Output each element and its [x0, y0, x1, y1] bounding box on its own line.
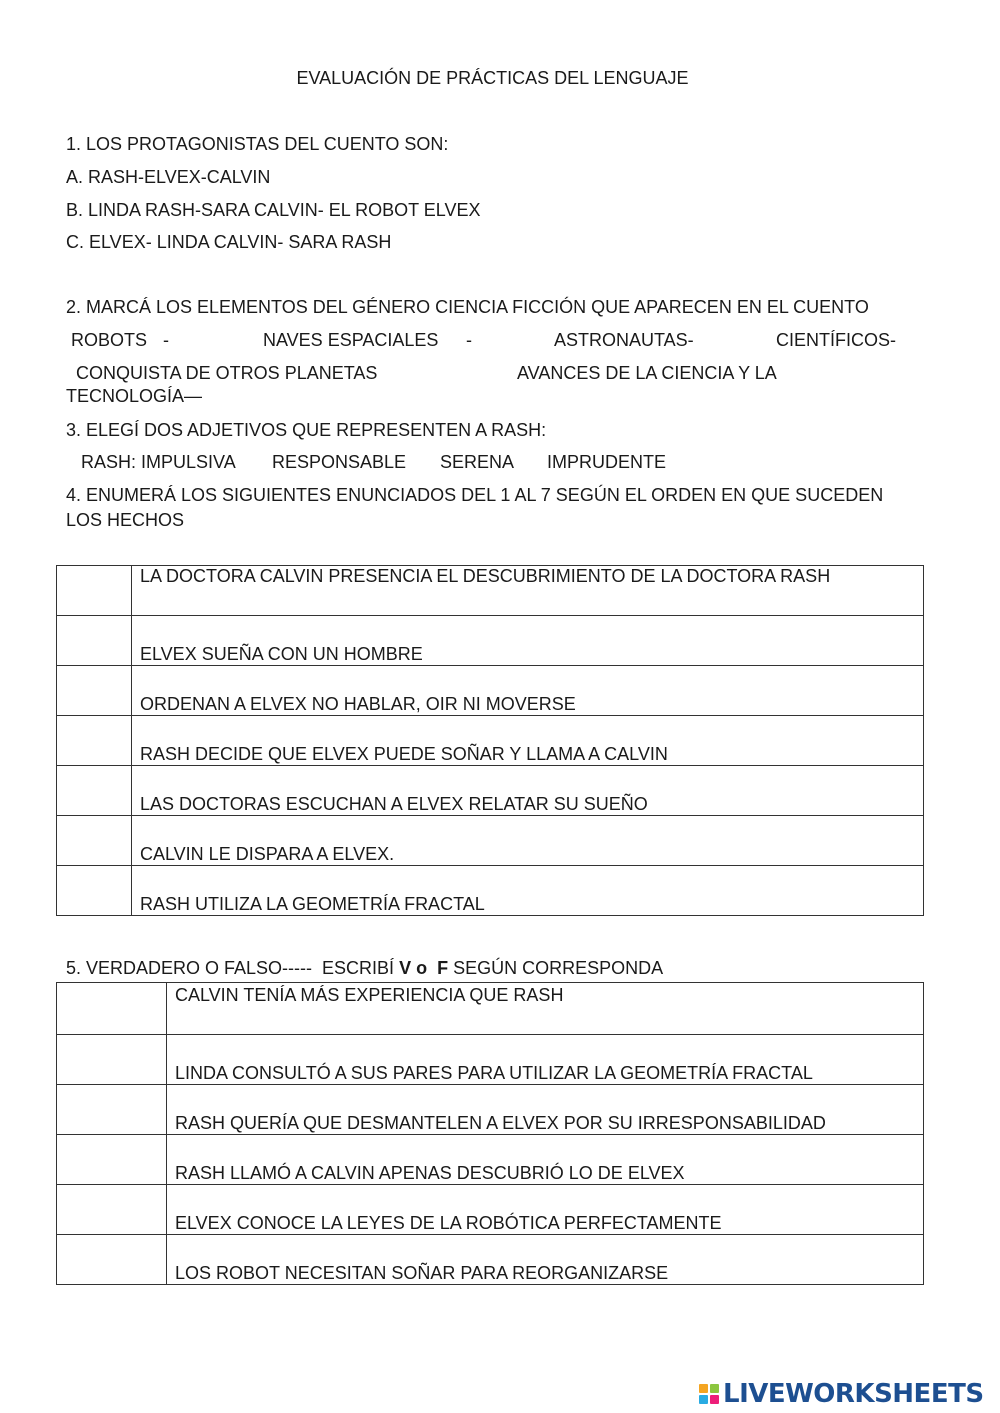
q2-item-astronautas[interactable]: ASTRONAUTAS- — [554, 330, 694, 350]
q3-option-responsable[interactable]: RESPONSABLE — [272, 452, 407, 472]
q1-option-c[interactable]: C. ELVEX- LINDA CALVIN- SARA RASH — [66, 232, 392, 252]
q2-item-cientificos[interactable]: CIENTÍFICOS- — [776, 330, 896, 350]
order-statement: ELVEX SUEÑA CON UN HOMBRE — [132, 616, 924, 666]
tf-input[interactable] — [57, 1035, 167, 1085]
q5-prompt-start: 5. VERDADERO O FALSO----- ESCRIBÍ — [66, 958, 400, 978]
table-row — [57, 866, 924, 916]
order-input[interactable] — [57, 666, 132, 716]
order-statement: LAS DOCTORAS ESCUCHAN A ELVEX RELATAR SU SUEÑO — [132, 766, 924, 816]
logo-text: LIVEWORKSHEETS — [723, 1379, 984, 1409]
tf-input[interactable] — [57, 983, 167, 1035]
logo-square — [699, 1395, 708, 1404]
tf-statement: ELVEX CONOCE LA LEYES DE LA ROBÓTICA PERFECTAMENTE — [167, 1185, 924, 1235]
order-input[interactable] — [57, 566, 132, 616]
order-statement: CALVIN LE DISPARA A ELVEX. — [132, 816, 924, 866]
table-row — [57, 566, 924, 616]
table-row — [57, 1085, 924, 1135]
table-row — [57, 766, 924, 816]
order-input[interactable] — [57, 766, 132, 816]
q3-option-serena[interactable]: SERENA — [440, 452, 515, 472]
order-statement: ORDENAN A ELVEX NO HABLAR, OIR NI MOVERSE — [132, 666, 924, 716]
tf-input[interactable] — [57, 1085, 167, 1135]
q1-option-b[interactable]: B. LINDA RASH-SARA CALVIN- EL ROBOT ELVEX — [66, 200, 481, 220]
tf-statement: LOS ROBOT NECESITAN SOÑAR PARA REORGANIZARSE — [167, 1235, 924, 1285]
q1-option-a[interactable]: A. RASH-ELVEX-CALVIN — [66, 167, 271, 187]
table-row — [57, 616, 924, 666]
order-input[interactable] — [57, 816, 132, 866]
tf-input[interactable] — [57, 1185, 167, 1235]
order-statement: RASH DECIDE QUE ELVEX PUEDE SOÑAR Y LLAMA A CALVIN — [132, 716, 924, 766]
q3-option-imprudente[interactable]: IMPRUDENTE — [547, 452, 667, 472]
q4-prompt-cont: LOS HECHOS — [66, 510, 185, 530]
tf-statement: RASH QUERÍA QUE DESMANTELEN A ELVEX POR SU IRRESPONSABILIDAD — [167, 1085, 924, 1135]
tf-statement: CALVIN TENÍA MÁS EXPERIENCIA QUE RASH — [167, 983, 924, 1035]
table-row — [57, 1185, 924, 1235]
q2-item-conquista[interactable]: CONQUISTA DE OTROS PLANETAS — [76, 363, 378, 383]
table-row — [57, 816, 924, 866]
page-title: EVALUACIÓN DE PRÁCTICAS DEL LENGUAJE — [296, 68, 689, 88]
tf-input[interactable] — [57, 1235, 167, 1285]
ordering-table — [56, 565, 924, 916]
q5-prompt-end: SEGÚN CORRESPONDA — [448, 958, 664, 978]
table-row — [57, 716, 924, 766]
q2-separator: - — [466, 330, 472, 350]
q5-prompt-bold: V o F — [399, 958, 449, 978]
q2-item-naves[interactable]: NAVES ESPACIALES — [263, 330, 439, 350]
tf-statement: LINDA CONSULTÓ A SUS PARES PARA UTILIZAR LA GEOMETRÍA FRACTAL — [167, 1035, 924, 1085]
q2-prompt: 2. MARCÁ LOS ELEMENTOS DEL GÉNERO CIENCIA FICCIÓN QUE APARECEN EN EL CUENTO — [66, 297, 869, 317]
logo-icon — [699, 1384, 719, 1404]
q3-prompt: 3. ELEGÍ DOS ADJETIVOS QUE REPRESENTEN A RASH: — [66, 420, 547, 440]
q5-prompt — [66, 959, 663, 977]
table-row — [57, 983, 924, 1035]
table-row — [57, 1035, 924, 1085]
logo-square — [710, 1384, 719, 1393]
q2-item-avances-cont: TECNOLOGÍA— — [66, 386, 203, 406]
q3-option-impulsiva[interactable]: RASH: IMPULSIVA — [81, 452, 236, 472]
tf-statement: RASH LLAMÓ A CALVIN APENAS DESCUBRIÓ LO DE ELVEX — [167, 1135, 924, 1185]
order-statement: RASH UTILIZA LA GEOMETRÍA FRACTAL — [132, 866, 924, 916]
tf-input[interactable] — [57, 1135, 167, 1185]
order-statement: LA DOCTORA CALVIN PRESENCIA EL DESCUBRIMIENTO DE LA DOCTORA RASH — [132, 566, 924, 616]
q4-prompt: 4. ENUMERÁ LOS SIGUIENTES ENUNCIADOS DEL 1 AL 7 SEGÚN EL ORDEN EN QUE SUCEDEN — [66, 485, 884, 505]
order-input[interactable] — [57, 866, 132, 916]
order-input[interactable] — [57, 616, 132, 666]
logo-square — [710, 1395, 719, 1404]
order-input[interactable] — [57, 716, 132, 766]
q2-separator: - — [163, 330, 169, 350]
q2-item-avances[interactable]: AVANCES DE LA CIENCIA Y LA — [517, 363, 777, 383]
true-false-table — [56, 982, 924, 1285]
table-row — [57, 1235, 924, 1285]
liveworksheets-logo — [699, 1380, 984, 1408]
logo-square — [699, 1384, 708, 1393]
q1-prompt: 1. LOS PROTAGONISTAS DEL CUENTO SON: — [66, 134, 449, 154]
table-row — [57, 666, 924, 716]
q2-item-robots[interactable]: ROBOTS — [71, 330, 148, 350]
table-row — [57, 1135, 924, 1185]
